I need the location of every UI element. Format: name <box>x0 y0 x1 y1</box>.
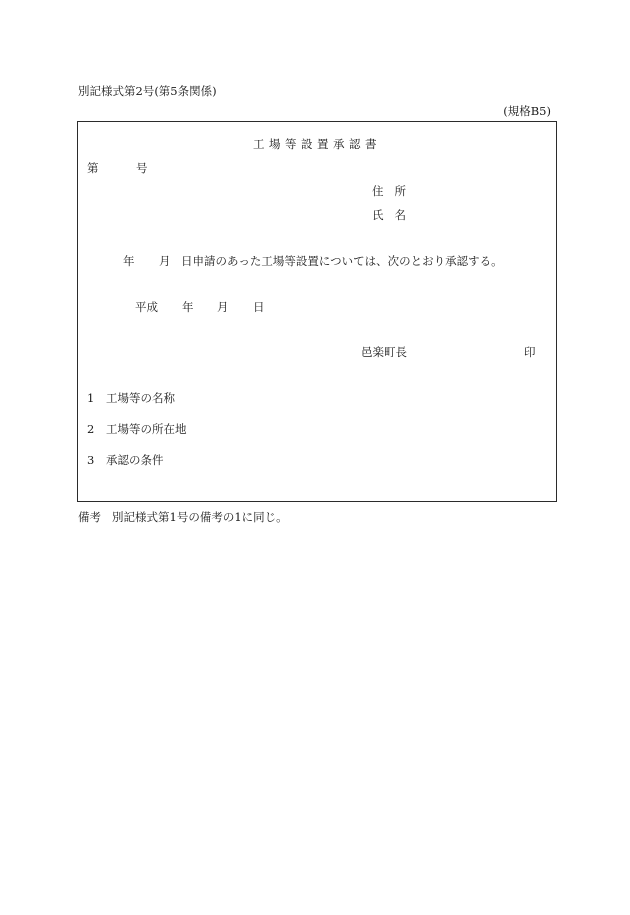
form-identifier: 別記様式第2号(第5条関係) <box>78 84 217 98</box>
item-number: 3 <box>87 453 95 467</box>
name-label: 氏名 <box>372 208 417 222</box>
list-item <box>87 424 187 436</box>
application-year-label: 年 <box>123 254 135 268</box>
item-label: 承認の条件 <box>106 453 164 467</box>
form-title: 工場等設置承認書 <box>253 137 381 151</box>
item-label: 工場等の所在地 <box>106 422 187 436</box>
date-year-label: 年 <box>182 300 194 314</box>
paper-size-note: (規格B5) <box>503 104 551 118</box>
application-month-label: 月 <box>159 254 171 268</box>
remarks-text: 別記様式第1号の備考の1に同じ。 <box>112 510 288 524</box>
document-number-suffix: 号 <box>136 161 148 175</box>
signer-title: 邑楽町長 <box>361 345 407 359</box>
date-era-label: 平成 <box>135 300 158 314</box>
address-label: 住所 <box>372 184 417 198</box>
date-day-label: 日 <box>253 300 265 314</box>
remarks-note <box>78 512 288 524</box>
approval-statement: 日申請のあった工場等設置については、次のとおり承認する。 <box>181 254 503 268</box>
approval-form-frame <box>77 121 557 502</box>
item-number: 2 <box>87 422 95 436</box>
item-label: 工場等の名称 <box>106 391 175 405</box>
remarks-label: 備考 <box>78 510 101 524</box>
date-month-label: 月 <box>217 300 229 314</box>
seal-mark: 印 <box>524 345 536 359</box>
item-number: 1 <box>87 391 95 405</box>
list-item <box>87 455 164 467</box>
list-item <box>87 393 175 405</box>
document-number-prefix: 第 <box>87 161 99 175</box>
